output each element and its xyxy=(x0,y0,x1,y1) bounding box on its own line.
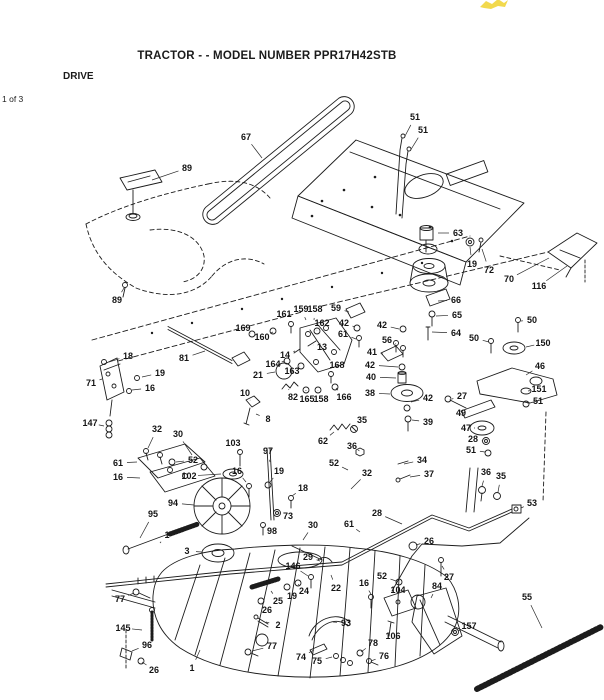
part-label-151: 151 xyxy=(531,384,547,395)
part-label-52: 52 xyxy=(328,458,340,469)
leader-line-36 xyxy=(482,481,484,486)
part-label-29: 29 xyxy=(302,552,314,563)
leader-line-84 xyxy=(431,594,433,598)
part-label-158: 158 xyxy=(307,304,323,315)
leader-line-61 xyxy=(127,462,137,463)
part-label-21: 21 xyxy=(252,370,264,381)
brake-cluster xyxy=(245,558,462,666)
part-label-51: 51 xyxy=(409,112,421,123)
leader-line-32 xyxy=(351,479,361,489)
part-label-59: 59 xyxy=(330,303,342,314)
leader-line-61 xyxy=(356,529,360,532)
leader-line-39 xyxy=(412,420,419,421)
leader-line-19 xyxy=(142,375,151,377)
leader-line-150 xyxy=(526,345,534,347)
part-label-166: 166 xyxy=(336,392,352,403)
leader-line-35 xyxy=(498,485,499,492)
leader-line-52 xyxy=(176,461,184,462)
leader-line-22 xyxy=(331,575,333,580)
leader-line-116 xyxy=(546,266,567,281)
part-label-28: 28 xyxy=(371,508,383,519)
leader-line-81 xyxy=(193,351,205,355)
part-label-95: 95 xyxy=(147,509,159,520)
part-label-103: 103 xyxy=(225,438,241,449)
leader-line-27 xyxy=(442,566,444,569)
part-label-19: 19 xyxy=(466,259,478,270)
part-label-104: 104 xyxy=(390,585,406,596)
page-indicator: 1 of 3 xyxy=(2,94,24,104)
part-label-27: 27 xyxy=(456,391,468,402)
leader-line-75 xyxy=(326,657,332,659)
part-label-67: 67 xyxy=(240,132,252,143)
leader-line-147 xyxy=(99,425,104,426)
part-label-27: 27 xyxy=(443,572,455,583)
part-label-162: 162 xyxy=(314,318,330,329)
part-label-37: 37 xyxy=(423,469,435,480)
part-label-81: 81 xyxy=(178,353,190,364)
part-label-42: 42 xyxy=(364,360,376,371)
part-label-71: 71 xyxy=(85,378,97,389)
part-label-10: 10 xyxy=(239,388,251,399)
part-label-51: 51 xyxy=(465,445,477,456)
part-label-38: 38 xyxy=(364,388,376,399)
leader-line-30 xyxy=(183,441,192,455)
leader-line-51 xyxy=(480,451,485,452)
part-label-51: 51 xyxy=(417,125,429,136)
leader-line-38 xyxy=(379,393,390,394)
part-label-89: 89 xyxy=(181,163,193,174)
part-label-32: 32 xyxy=(361,468,373,479)
part-label-164: 164 xyxy=(265,359,281,370)
part-label-52: 52 xyxy=(376,571,388,582)
part-label-61: 61 xyxy=(343,519,355,530)
part-label-19: 19 xyxy=(286,591,298,602)
part-label-16: 16 xyxy=(358,578,370,589)
leader-line-96 xyxy=(132,648,139,651)
part-label-35: 35 xyxy=(495,471,507,482)
leader-line-37 xyxy=(410,475,420,477)
part-label-106: 106 xyxy=(385,631,401,642)
part-label-63: 63 xyxy=(452,228,464,239)
idler-stack-38 xyxy=(351,289,451,482)
leader-line-28 xyxy=(385,517,402,524)
leader-line-42 xyxy=(391,327,399,329)
leader-line-102 xyxy=(198,474,221,475)
part-label-102: 102 xyxy=(181,471,197,482)
part-label-41: 41 xyxy=(366,347,378,358)
part-label-28: 28 xyxy=(467,434,479,445)
leader-line-42 xyxy=(379,366,398,367)
part-label-55: 55 xyxy=(521,592,533,603)
part-label-56: 56 xyxy=(381,335,393,346)
leader-line-8 xyxy=(256,414,260,416)
part-label-42: 42 xyxy=(422,393,434,404)
part-label-18: 18 xyxy=(122,351,134,362)
part-label-77: 77 xyxy=(114,594,126,605)
part-label-82: 82 xyxy=(287,392,299,403)
leader-line-21 xyxy=(267,372,275,373)
page-title: TRACTOR - - MODEL NUMBER PPR17H42STB xyxy=(137,50,397,62)
part-label-116: 116 xyxy=(531,281,547,292)
leader-line-161 xyxy=(289,321,290,322)
part-label-26: 26 xyxy=(261,605,273,616)
part-label-64: 64 xyxy=(450,328,462,339)
part-label-50: 50 xyxy=(526,315,538,326)
leader-line-52 xyxy=(342,467,348,470)
part-label-42: 42 xyxy=(338,318,350,329)
part-label-30: 30 xyxy=(172,429,184,440)
leader-line-14 xyxy=(293,351,295,352)
labels-layer xyxy=(82,112,567,675)
leader-line-34 xyxy=(404,462,413,464)
part-label-26: 26 xyxy=(423,536,435,547)
part-label-16: 16 xyxy=(231,466,243,477)
part-label-161: 161 xyxy=(276,309,292,320)
part-label-8: 8 xyxy=(265,414,271,425)
leader-line-55 xyxy=(531,605,542,628)
part-label-98: 98 xyxy=(266,526,278,537)
part-label-49: 49 xyxy=(455,408,467,419)
leader-line-89 xyxy=(122,288,124,292)
part-label-84: 84 xyxy=(431,581,443,592)
part-label-3: 3 xyxy=(184,546,190,557)
leader-line-146 xyxy=(300,571,308,576)
part-label-26: 26 xyxy=(148,665,160,676)
bracket-71-group xyxy=(100,358,140,438)
leader-line-103 xyxy=(238,450,239,451)
part-label-78: 78 xyxy=(367,638,379,649)
part-label-150: 150 xyxy=(535,338,551,349)
part-label-39: 39 xyxy=(422,417,434,428)
part-label-147: 147 xyxy=(82,418,98,429)
part-label-35: 35 xyxy=(356,415,368,426)
part-label-53: 53 xyxy=(526,498,538,509)
part-label-52: 52 xyxy=(187,455,199,466)
part-label-75: 75 xyxy=(311,656,323,667)
part-label-89: 89 xyxy=(111,295,123,306)
leader-line-40 xyxy=(380,377,396,378)
part-label-25: 25 xyxy=(272,596,284,607)
leader-line-24 xyxy=(298,584,299,585)
part-label-13: 13 xyxy=(316,342,328,353)
part-label-146: 146 xyxy=(285,561,301,572)
part-label-62: 62 xyxy=(317,436,329,447)
leader-line-16 xyxy=(369,591,371,594)
belt-keeper-bracket-89 xyxy=(120,170,162,297)
part-label-1: 1 xyxy=(164,530,170,541)
leader-line-16 xyxy=(243,478,246,482)
leader-line-16 xyxy=(132,389,141,390)
leader-line-36 xyxy=(358,450,359,451)
transaxle-1 xyxy=(112,523,504,678)
part-label-51: 51 xyxy=(532,396,544,407)
part-label-158: 158 xyxy=(313,394,329,405)
part-label-160: 160 xyxy=(254,332,270,343)
leader-line-67 xyxy=(251,144,262,158)
part-label-97: 97 xyxy=(262,446,274,457)
part-label-47: 47 xyxy=(460,423,472,434)
leader-line-19 xyxy=(470,247,471,255)
leader-line-62 xyxy=(330,432,334,435)
leader-line-95 xyxy=(140,522,149,538)
part-label-18: 18 xyxy=(297,483,309,494)
part-label-65: 65 xyxy=(451,310,463,321)
leader-line-159 xyxy=(305,317,306,320)
part-label-19: 19 xyxy=(154,368,166,379)
part-label-61: 61 xyxy=(337,329,349,340)
part-label-34: 34 xyxy=(416,455,428,466)
part-label-168: 168 xyxy=(329,360,345,371)
leader-line-52 xyxy=(390,579,396,581)
part-label-61: 61 xyxy=(112,458,124,469)
leader-line-65 xyxy=(436,315,448,316)
part-label-16: 16 xyxy=(144,383,156,394)
section-label: DRIVE xyxy=(63,71,94,82)
clutch-rod-81 xyxy=(168,327,292,426)
leader-line-77 xyxy=(252,648,263,651)
part-label-14: 14 xyxy=(279,350,291,361)
part-label-50: 50 xyxy=(468,333,480,344)
leader-line-1 xyxy=(160,542,161,543)
leader-line-32 xyxy=(148,437,153,448)
leader-line-30 xyxy=(303,532,308,540)
part-label-22: 22 xyxy=(330,583,342,594)
leader-line-25 xyxy=(271,591,273,594)
mandrel-pins-51 xyxy=(396,134,411,218)
part-label-42: 42 xyxy=(376,320,388,331)
leader-line-71 xyxy=(99,379,102,380)
part-label-66: 66 xyxy=(450,295,462,306)
part-label-145: 145 xyxy=(115,623,131,634)
part-label-19: 19 xyxy=(273,466,285,477)
part-label-30: 30 xyxy=(307,520,319,531)
part-label-94: 94 xyxy=(167,498,179,509)
leader-line-145 xyxy=(132,629,142,630)
leader-line-64 xyxy=(432,332,447,333)
part-label-1: 1 xyxy=(189,663,195,674)
part-label-40: 40 xyxy=(365,372,377,383)
spindle-97-102-103 xyxy=(223,448,294,535)
leader-line-51 xyxy=(404,125,411,138)
part-label-169: 169 xyxy=(235,323,251,334)
part-label-93: 93 xyxy=(340,618,352,629)
part-label-70: 70 xyxy=(503,274,515,285)
part-label-2: 2 xyxy=(275,620,281,631)
part-label-24: 24 xyxy=(298,586,310,597)
leader-line-94 xyxy=(182,504,194,505)
part-label-76: 76 xyxy=(378,651,390,662)
part-label-46: 46 xyxy=(534,361,546,372)
part-label-72: 72 xyxy=(483,265,495,276)
leader-line-61 xyxy=(351,337,356,339)
part-label-74: 74 xyxy=(295,652,307,663)
leader-line-16 xyxy=(127,477,140,478)
leader-line-18 xyxy=(292,493,296,496)
part-label-163: 163 xyxy=(284,366,300,377)
leader-line-51 xyxy=(410,138,418,151)
drive-belt xyxy=(203,97,354,225)
part-label-157: 157 xyxy=(461,621,477,632)
leader-line-72 xyxy=(482,249,486,261)
part-label-77: 77 xyxy=(266,641,278,652)
fan-94 xyxy=(194,478,250,534)
part-label-32: 32 xyxy=(151,424,163,435)
part-label-36: 36 xyxy=(346,441,358,452)
part-label-96: 96 xyxy=(141,640,153,651)
part-label-165: 165 xyxy=(299,394,315,405)
part-label-36: 36 xyxy=(480,467,492,478)
spring-55 xyxy=(477,627,601,689)
part-label-73: 73 xyxy=(282,511,294,522)
part-label-16: 16 xyxy=(112,472,124,483)
part-label-159: 159 xyxy=(293,304,309,315)
